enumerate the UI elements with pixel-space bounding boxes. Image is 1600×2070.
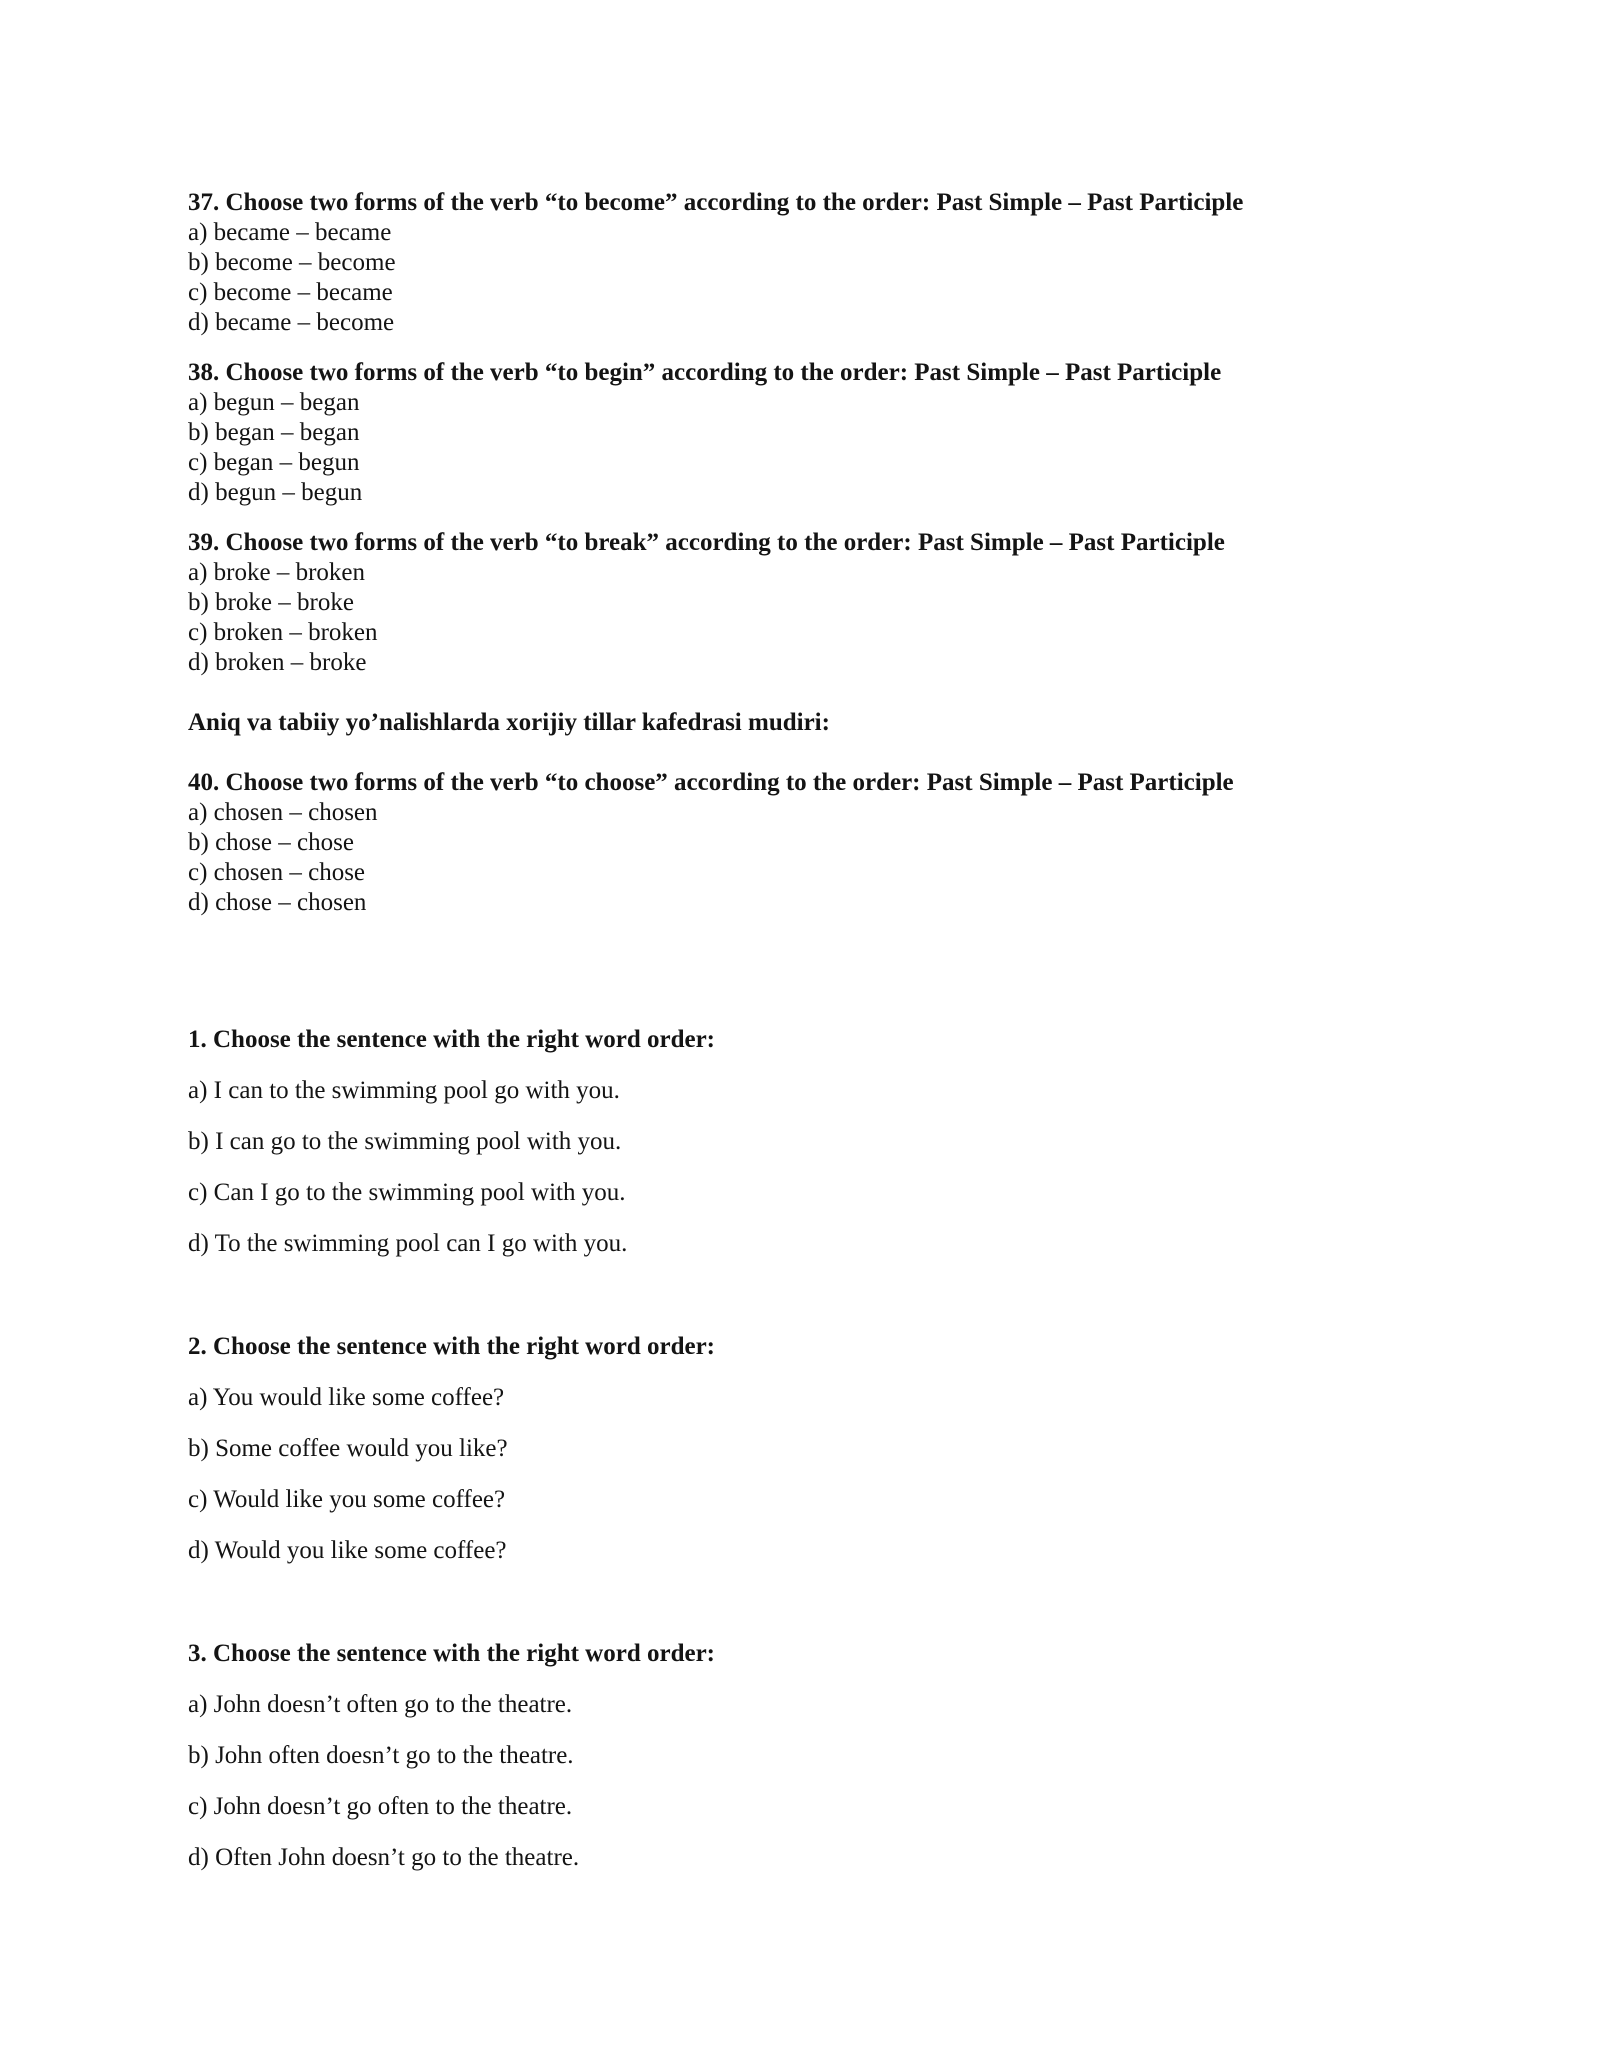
department-heading-text: Aniq va tabiiy yo’nalishlarda xorijiy tillar kafedrasi mudiri: — [188, 709, 830, 736]
option-a: a) chosen – chosen — [188, 799, 378, 826]
option-d: d) To the swimming pool can I go with you. — [188, 1230, 628, 1257]
option-b: b) I can go to the swimming pool with you. — [188, 1128, 622, 1155]
question-text: 3. Choose the sentence with the right word order: — [188, 1640, 716, 1667]
option-b: b) broke – broke — [188, 589, 354, 616]
option-a: a) I can to the swimming pool go with you. — [188, 1077, 620, 1104]
option-c: c) broken – broken — [188, 619, 378, 646]
option-a: a) You would like some coffee? — [188, 1384, 505, 1411]
question-38 — [188, 358, 1538, 508]
option-d: d) chose – chosen — [188, 889, 367, 916]
option-b: b) chose – chose — [188, 829, 354, 856]
option-c: c) John doesn’t go often to the theatre. — [188, 1793, 573, 1820]
question-text: 39. Choose two forms of the verb “to break” according to the order: Past Simple – Past Participle — [188, 529, 1225, 556]
option-a: a) broke – broken — [188, 559, 366, 586]
option-d: d) Often John doesn’t go to the theatre. — [188, 1844, 580, 1871]
option-c: c) began – begun — [188, 449, 360, 476]
option-b: b) John often doesn’t go to the theatre. — [188, 1742, 574, 1769]
option-a: a) became – became — [188, 219, 392, 246]
option-a: a) begun – began — [188, 389, 360, 416]
question-text: 37. Choose two forms of the verb “to become” according to the order: Past Simple – Past Participle — [188, 189, 1244, 216]
option-c: c) become – became — [188, 279, 393, 306]
option-d: d) broken – broke — [188, 649, 367, 676]
question-39 — [188, 528, 1538, 678]
question-text: 40. Choose two forms of the verb “to choose” according to the order: Past Simple – Past Participle — [188, 769, 1234, 796]
question-3 — [188, 1639, 1538, 1873]
question-40 — [188, 768, 1538, 918]
question-text: 38. Choose two forms of the verb “to begin” according to the order: Past Simple – Past Participle — [188, 359, 1222, 386]
option-b: b) began – began — [188, 419, 360, 446]
option-c: c) Would like you some coffee? — [188, 1486, 506, 1513]
option-b: b) become – become — [188, 249, 396, 276]
option-a: a) John doesn’t often go to the theatre. — [188, 1691, 573, 1718]
question-1 — [188, 1025, 1538, 1259]
question-text: 1. Choose the sentence with the right word order: — [188, 1026, 716, 1053]
question-text: 2. Choose the sentence with the right word order: — [188, 1333, 716, 1360]
option-b: b) Some coffee would you like? — [188, 1435, 508, 1462]
option-d: d) became – become — [188, 309, 395, 336]
department-heading — [188, 708, 1538, 738]
option-d: d) Would you like some coffee? — [188, 1537, 507, 1564]
option-c: c) chosen – chose — [188, 859, 366, 886]
question-2 — [188, 1332, 1538, 1566]
question-37 — [188, 188, 1538, 338]
option-d: d) begun – begun — [188, 479, 363, 506]
option-c: c) Can I go to the swimming pool with you. — [188, 1179, 626, 1206]
